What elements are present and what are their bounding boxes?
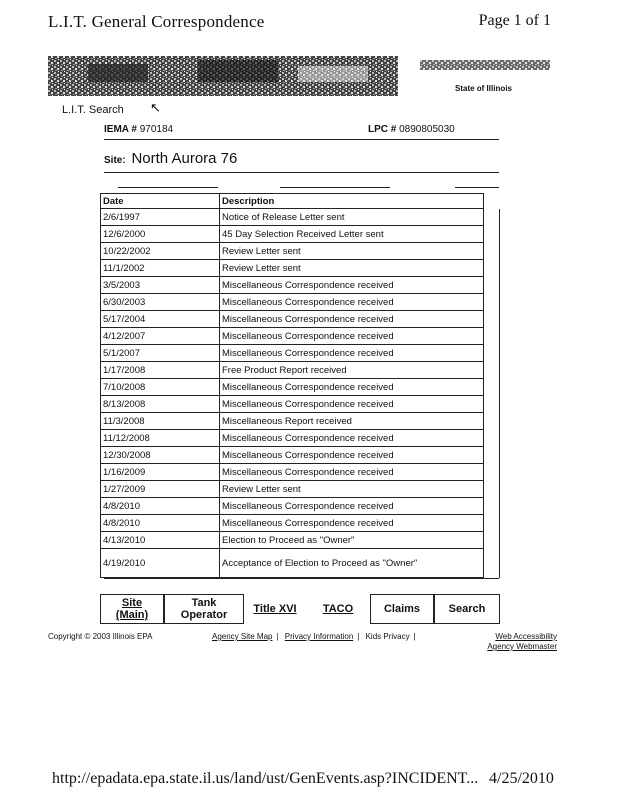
row-spacer <box>483 328 499 345</box>
web-accessibility-link[interactable]: Web Accessibility <box>495 632 557 641</box>
page-number: Page 1 of 1 <box>478 12 551 29</box>
row-date: 5/1/2007 <box>101 345 220 362</box>
row-description: Miscellaneous Correspondence received <box>220 379 484 396</box>
row-description: Miscellaneous Correspondence received <box>220 345 484 362</box>
row-date: 11/3/2008 <box>101 413 220 430</box>
row-spacer <box>483 481 499 498</box>
nav-taco[interactable] <box>306 594 370 624</box>
row-date: 10/22/2002 <box>101 243 220 260</box>
row-description: Miscellaneous Correspondence received <box>220 430 484 447</box>
row-description: Miscellaneous Report received <box>220 413 484 430</box>
row-spacer <box>483 396 499 413</box>
table-row <box>101 549 500 578</box>
row-description: Miscellaneous Correspondence received <box>220 328 484 345</box>
nav-search[interactable] <box>434 594 500 624</box>
navigation-bar <box>100 594 500 624</box>
row-date: 2/6/1997 <box>101 209 220 226</box>
print-url: http://epadata.epa.state.il.us/land/ust/GenEvents.asp?INCIDENT... <box>52 770 479 787</box>
agency-site-map-link[interactable]: Agency Site Map <box>212 632 273 641</box>
events-table <box>100 193 500 578</box>
table-row <box>101 515 500 532</box>
row-date: 4/19/2010 <box>101 549 220 578</box>
table-row <box>101 277 500 294</box>
nav-site-main[interactable] <box>100 594 164 624</box>
row-description: Miscellaneous Correspondence received <box>220 294 484 311</box>
row-spacer <box>483 362 499 379</box>
kids-privacy-link[interactable]: Kids Privacy <box>365 632 410 641</box>
table-row <box>101 413 500 430</box>
table-header-row <box>101 194 500 209</box>
site-value: North Aurora 76 <box>131 150 238 167</box>
column-header-description: Description <box>220 194 484 209</box>
table-row <box>101 379 500 396</box>
divider <box>455 187 499 188</box>
separator: | <box>276 632 279 641</box>
table-row <box>101 464 500 481</box>
iema-value: 970184 <box>139 124 174 135</box>
table-row <box>101 396 500 413</box>
row-spacer <box>483 209 499 226</box>
nav-tank-operator[interactable] <box>164 594 244 624</box>
row-description: Free Product Report received <box>220 362 484 379</box>
lit-search-link[interactable]: L.I.T. Search <box>62 104 124 116</box>
table-row <box>101 226 500 243</box>
column-header-date: Date <box>101 194 220 209</box>
table-row <box>101 447 500 464</box>
nav-claims[interactable] <box>370 594 434 624</box>
separator: | <box>413 632 416 641</box>
table-row <box>101 430 500 447</box>
iema-label: IEMA # <box>104 124 137 135</box>
row-date: 1/27/2009 <box>101 481 220 498</box>
table-row <box>101 532 500 549</box>
row-date: 11/1/2002 <box>101 260 220 277</box>
row-date: 6/30/2003 <box>101 294 220 311</box>
separator: | <box>357 632 360 641</box>
table-row <box>101 260 500 277</box>
row-description: Miscellaneous Correspondence received <box>220 311 484 328</box>
row-date: 11/12/2008 <box>101 430 220 447</box>
row-date: 1/17/2008 <box>101 362 220 379</box>
table-row <box>101 294 500 311</box>
row-spacer <box>483 447 499 464</box>
table-row <box>101 209 500 226</box>
cursor-icon: ↖ <box>150 100 161 115</box>
row-description: Miscellaneous Correspondence received <box>220 515 484 532</box>
row-description: Miscellaneous Correspondence received <box>220 396 484 413</box>
row-date: 5/17/2004 <box>101 311 220 328</box>
document-title: L.I.T. General Correspondence <box>48 12 265 31</box>
row-date: 1/16/2009 <box>101 464 220 481</box>
table-row <box>101 328 500 345</box>
table-row <box>101 481 500 498</box>
row-spacer <box>483 379 499 396</box>
copyright-notice: Copyright © 2003 Illinois EPA <box>48 632 153 641</box>
row-spacer <box>483 498 499 515</box>
row-date: 4/8/2010 <box>101 498 220 515</box>
accessibility-links <box>487 632 557 652</box>
row-spacer <box>483 413 499 430</box>
row-date: 7/10/2008 <box>101 379 220 396</box>
row-spacer <box>483 226 499 243</box>
row-date: 12/30/2008 <box>101 447 220 464</box>
lpc-label: LPC # <box>368 124 397 135</box>
privacy-information-link[interactable]: Privacy Information <box>284 632 354 641</box>
row-description: Miscellaneous Correspondence received <box>220 447 484 464</box>
nav-title-xvi-label: Title XVI <box>253 603 297 615</box>
row-description: Acceptance of Election to Proceed as "Owner" <box>220 549 484 578</box>
row-spacer <box>483 243 499 260</box>
row-spacer <box>483 532 499 549</box>
table-row <box>101 362 500 379</box>
divider <box>118 187 218 188</box>
nav-search-label: Search <box>448 603 486 615</box>
row-spacer <box>483 277 499 294</box>
row-date: 3/5/2003 <box>101 277 220 294</box>
iema-number <box>104 124 173 135</box>
row-spacer <box>483 311 499 328</box>
row-description: Notice of Release Letter sent <box>220 209 484 226</box>
nav-tank-operator-label: Tank Operator <box>180 597 228 621</box>
row-date: 4/12/2007 <box>101 328 220 345</box>
divider <box>104 139 499 140</box>
row-description: Miscellaneous Correspondence received <box>220 498 484 515</box>
table-row <box>101 311 500 328</box>
table-row <box>101 498 500 515</box>
row-description: Miscellaneous Correspondence received <box>220 277 484 294</box>
print-date: 4/25/2010 <box>489 770 554 787</box>
row-date: 8/13/2008 <box>101 396 220 413</box>
row-description: Review Letter sent <box>220 243 484 260</box>
row-description: Review Letter sent <box>220 481 484 498</box>
row-spacer <box>483 430 499 447</box>
lpc-number <box>368 124 455 135</box>
row-spacer <box>483 549 499 578</box>
row-spacer <box>483 260 499 277</box>
row-date: 4/8/2010 <box>101 515 220 532</box>
row-spacer <box>483 515 499 532</box>
divider <box>104 172 499 173</box>
divider <box>280 187 390 188</box>
site-name <box>104 150 237 167</box>
row-spacer <box>483 464 499 481</box>
site-label: Site: <box>104 155 126 166</box>
row-description: Miscellaneous Correspondence received <box>220 464 484 481</box>
divider <box>104 578 499 579</box>
row-description: Election to Proceed as "Owner" <box>220 532 484 549</box>
table-row <box>101 243 500 260</box>
agency-webmaster-link[interactable]: Agency Webmaster <box>487 642 557 651</box>
state-of-illinois-label: State of Illinois <box>455 84 512 93</box>
row-spacer <box>483 294 499 311</box>
row-description: Review Letter sent <box>220 260 484 277</box>
nav-claims-label: Claims <box>383 603 421 615</box>
footer-links <box>212 632 557 651</box>
row-description: 45 Day Selection Received Letter sent <box>220 226 484 243</box>
table-row <box>101 345 500 362</box>
nav-taco-label: TACO <box>322 603 354 615</box>
row-date: 12/6/2000 <box>101 226 220 243</box>
nav-title-xvi[interactable] <box>244 594 306 624</box>
row-date: 4/13/2010 <box>101 532 220 549</box>
row-spacer <box>483 345 499 362</box>
lpc-value: 0890805030 <box>399 124 455 135</box>
nav-site-main-label: Site (Main) <box>115 597 149 621</box>
